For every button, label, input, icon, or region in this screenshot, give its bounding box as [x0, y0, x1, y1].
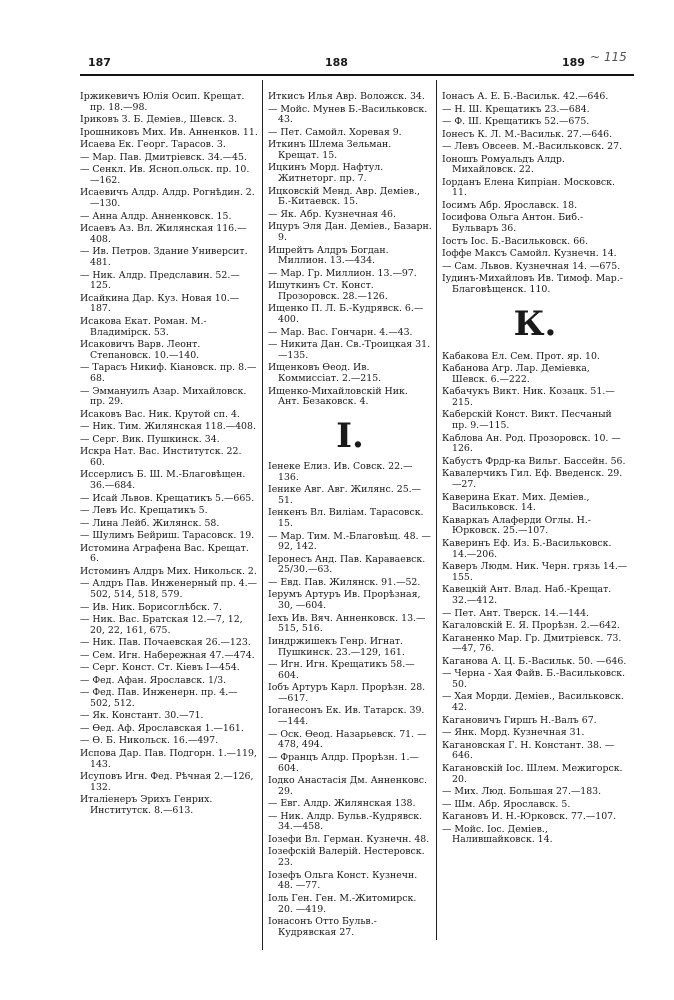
column-right-bottom	[442, 352, 628, 846]
directory-entry: Iудинъ-Михайловъ Ив. Тимоф. Мар.-Благовѣщенск. 110.	[442, 273, 623, 295]
directory-entry: Иссерлисъ Б. Ш. М.-Благовѣщен. 36.—684.	[80, 469, 246, 492]
directory-entry: Истоминъ Алдръ Мих. Никольск. 2.	[80, 565, 257, 577]
directory-entry: — Ник. Вас. Братская 12.—7, 12, 20, 22, 161, 675.	[80, 614, 243, 636]
directory-entry: — Анна Алдр. Анненковск. 15.	[80, 210, 232, 222]
directory-entry: Iоношъ Ромуальдъ Алдр. Михайловск. 22.	[442, 153, 565, 176]
directory-entry: Каганова А. Ц. Б.-Васильк. 50. —646.	[442, 655, 627, 667]
directory-entry: Кавецкiй Ант. Влад. Наб.-Крещат. 32.—412.	[442, 584, 612, 607]
directory-entry: Ицуръ Эля Дан. Демiев., Базарн. 9.	[268, 221, 432, 244]
directory-entry: — Левъ Ис. Крещатикъ 5.	[80, 505, 208, 517]
directory-entry: Iосифова Ольга Антон. Биб.-Бульваръ 36.	[442, 212, 584, 235]
directory-entry: — Левъ Овсеев. М.-Васильковск. 27.	[442, 141, 623, 152]
directory-entry: — Серг. Конст. Ст. Кiевъ I—454.	[80, 662, 240, 674]
column-right-top	[442, 92, 628, 296]
directory-entry: Iоганесонъ Ек. Ив. Татарск. 39. —144.	[268, 705, 425, 728]
directory-entry: Испова Дар. Пав. Подгорн. 1.—119, 143.	[80, 747, 257, 770]
directory-entry: Исаевъ Аз. Вл. Жилянская 116.—408.	[80, 223, 247, 245]
directory-entry: Каганенко Мар. Гр. Дмитрiевск. 73.—47, 76.	[442, 632, 622, 655]
directory-entry: — Оск. Ѳеод. Назарьевск. 71. —478, 494.	[268, 728, 427, 751]
directory-entry: Каверъ Людм. Ник. Черн. грязь 14.—155.	[442, 561, 628, 583]
header-rule	[80, 74, 634, 76]
directory-entry: Iобъ Артуръ Карл. Прорѣзн. 28. —617.	[268, 682, 426, 704]
directory-entry: Исаковъ Вас. Ник. Крутой сп. 4.	[80, 408, 240, 420]
directory-entry: Исайкина Дар. Куз. Новая 10.—187.	[80, 292, 240, 315]
directory-entry: Iонесъ К. Л. М.-Васильк. 27.—646.	[442, 128, 613, 140]
directory-entry: Кагановская Г. Н. Констант. 38. —646.	[442, 739, 615, 762]
directory-entry: Iодко Анастасiя Дм. Анненковс. 29.	[268, 775, 427, 797]
directory-entry: — Францъ Алдр. Прорѣзн. 1.—604.	[268, 751, 419, 774]
directory-entry: — Ф. Ш. Крещатикъ 52.—675.	[442, 116, 590, 127]
directory-entry: Кагановичъ Гиршъ Н.-Валъ 67.	[442, 714, 597, 726]
directory-entry: — Ник. Пав. Почаевская 26.—123.	[80, 637, 251, 649]
directory-entry: Ицковскiй Менд. Авр. Демiев., Б.-Китаевск. 15.	[268, 185, 421, 208]
directory-entry: Каберскiй Конст. Викт. Песчаный пр. 9.—115.	[442, 409, 612, 432]
directory-entry: — Черна - Хая Файв. Б.-Васильковск. 50.	[442, 668, 626, 690]
directory-entry: — Сам. Львов. Кузнечная 14. —675.	[442, 260, 621, 272]
directory-entry: — Никита Дан. Св.-Троицкая 31.—135.	[268, 339, 431, 361]
directory-entry: Iоффе Максъ Самойл. Кузнечн. 14.	[442, 248, 617, 260]
directory-entry: Кабустъ Фрдр-ка Вильг. Бассейн. 56.	[442, 455, 626, 467]
directory-entry: — Мар. Вас. Гончарн. 4.—43.	[268, 326, 413, 338]
directory-entry: Кагаловскiй Е. Я. Прорѣзн. 2.—642.	[442, 620, 620, 632]
directory-entry: Исаевичъ Алдр. Алдр. Рогнѣдин. 2.—130.	[80, 187, 255, 210]
directory-entry: — Хая Морди. Демiев., Васильковск. 42.	[442, 691, 624, 714]
page-number-center: 188	[325, 56, 348, 69]
directory-entry: Iорданъ Елена Кипрiан. Московск. 11.	[442, 176, 615, 199]
directory-entry: — Лина Лейб. Жилянск. 58.	[80, 517, 220, 529]
directory-entry: — Ѳед. Аф. Ярославская 1.—161.	[80, 722, 244, 734]
directory-entry: — Мар. Гр. Миллион. 13.—97.	[268, 267, 417, 279]
directory-entry: — Эммануилъ Азар. Михайловск. пр. 29.	[80, 385, 247, 408]
directory-entry: — Янк. Морд. Кузнечная 31.	[442, 727, 585, 739]
directory-entry: Iриковъ З. Б. Демiев., Шевск. 3.	[80, 114, 238, 126]
directory-entry: Iехъ Ив. Вяч. Анненковск. 13.—515, 516.	[268, 612, 426, 635]
column-middle	[268, 92, 432, 940]
directory-entry: Исаковичъ Варв. Леонт. Степановск. 10.—140.	[80, 339, 201, 361]
directory-entry: — Евг. Алдр. Жилянская 138.	[268, 798, 416, 810]
directory-entry: — Ив. Ник. Борисоглѣбск. 7.	[80, 601, 222, 613]
directory-entry: Iенике Авг. Авг. Жилянс. 25.—51.	[268, 484, 422, 506]
directory-entry: Кабакова Ел. Сем. Прот. яр. 10.	[442, 350, 600, 362]
directory-entry: — Мих. Люд. Большая 27.—183.	[442, 786, 602, 798]
directory-entry: Исакова Екат. Роман. М.-Владимiрск. 53.	[80, 315, 207, 338]
section-heading-i: I.	[336, 415, 364, 456]
directory-entry: Каблова Ан. Род. Прозоровск. 10. —126.	[442, 432, 621, 455]
directory-entry: Кавалерчикъ Гил. Еф. Введенск. 29.—27.	[442, 468, 623, 491]
directory-entry: Iозефъ Ольга Конст. Кузнечн. 48. —77.	[268, 869, 418, 892]
directory-entry: — Ник. Алдр. Предславин. 52.—125.	[80, 269, 240, 292]
directory-entry: — Евд. Пав. Жилянск. 91.—52.	[268, 576, 421, 588]
directory-entry: Iрошниковъ Мих. Ив. Анненков. 11.	[80, 126, 258, 138]
directory-entry: — Алдръ Пав. Инженерный пр. 4.—502, 514, 518, 579.	[80, 578, 257, 601]
directory-entry: — Як. Констант. 30.—71.	[80, 710, 204, 722]
directory-entry: — Мар. Тим. М.-Благовѣщ. 48. —92, 142.	[268, 530, 431, 553]
directory-entry: — Н. Ш. Крещатикъ 23.—684.	[442, 103, 590, 115]
directory-entry: Исаева Ек. Георг. Тарасов. 3.	[80, 139, 226, 151]
directory-entry: Искра Нат. Вас. Институтск. 22. 60.	[80, 446, 242, 468]
page-number-right: 189	[562, 56, 585, 69]
directory-entry: Иткисъ Илья Авр. Воложск. 34.	[268, 91, 425, 102]
directory-entry: Ищенко-Михайловскiй Ник. Ант. Безаковск. 4.	[268, 385, 408, 408]
directory-entry: — Ник. Алдр. Бульв.-Кудрявск. 34.—458.	[268, 810, 423, 833]
directory-entry: Истомина Аграфена Вас. Крещат. 6.	[80, 542, 249, 565]
directory-entry: Iозефскiй Валерiй. Нестеровск. 23.	[268, 846, 425, 869]
directory-entry: — Пет. Самойл. Хоревая 9.	[268, 126, 402, 138]
directory-entry: — Мойс. Iос. Демiев., Налившайковск. 14.	[442, 823, 553, 846]
directory-entry: Кабачукъ Викт. Ник. Козацк. 51.—215.	[442, 386, 615, 408]
handwritten-mark: ~ 115	[590, 50, 627, 64]
directory-entry: — Фед. Афан. Ярославск. 1/3.	[80, 674, 227, 686]
directory-entry: Кабанова Агр. Лар. Демiевка, Шевск. 6.—222.	[442, 363, 590, 385]
directory-entry: — Фед. Пав. Инженерн. пр. 4.—502, 512.	[80, 687, 238, 709]
column-middle-bottom	[268, 462, 432, 939]
directory-entry: Каверинъ Еф. Из. Б.-Васильковск. 14.—206.	[442, 537, 612, 560]
directory-entry: — Мар. Пав. Дмитрiевск. 34.—45.	[80, 151, 247, 163]
directory-entry: Каверина Екат. Мих. Демiев., Васильковск. 14.	[442, 491, 590, 514]
directory-entry: — Ник. Тим. Жилянская 118.—408.	[80, 421, 256, 433]
directory-entry: Iостъ Iос. Б.-Васильковск. 66.	[442, 235, 589, 247]
directory-entry: Ищенко П. Л. Б.-Кудрявск. 6.—400.	[268, 303, 424, 326]
directory-entry: Ицкинъ Морд. Нафтул. Житнеторг. пр. 7.	[268, 162, 384, 185]
directory-entry: Iенкенъ Вл. Вилiам. Тарасовск. 15.	[268, 507, 424, 530]
directory-entry: — Мойс. Мунев Б.-Васильковск. 43.	[268, 103, 428, 126]
directory-entry: — Сенкл. Ив. Ясноп.ольск. пр. 10.—162.	[80, 164, 250, 186]
column-left	[80, 92, 258, 819]
directory-entry: Кагановскiй Iос. Шлем. Межигорск. 20.	[442, 762, 623, 785]
directory-entry: — Ѳ. Б. Никольск. 16.—497.	[80, 735, 219, 747]
directory-entry: — Як. Абр. Кузнечная 46.	[268, 208, 396, 220]
column-divider-1	[262, 80, 263, 950]
directory-entry: — Шулимъ Бейриш. Тарасовск. 19.	[80, 530, 255, 542]
directory-entry: Iосимъ Абр. Ярославск. 18.	[442, 199, 578, 211]
directory-entry: Iонасонъ Отто Бульв.-Кудрявская 27.	[268, 916, 377, 938]
directory-entry: Iиндржишекъ Генр. Игнат. Пушкинск. 23.—129, 161.	[268, 635, 405, 658]
page-number-left: 187	[88, 56, 111, 69]
column-divider-2	[436, 80, 437, 940]
directory-entry: — Пет. Ант. Тверск. 14.—144.	[442, 607, 590, 619]
directory-entry: Iржикевичъ Юлiя Осип. Крещат. пр. 18.—98.	[80, 91, 245, 113]
directory-entry: Ишуткинъ Ст. Конст. Прозоровск. 28.—126.	[268, 280, 388, 302]
directory-entry: Iозефи Вл. Герман. Кузнечн. 48.	[268, 833, 430, 845]
section-heading-k: К.	[513, 303, 557, 344]
directory-entry: Iенеке Елиз. Ив. Совск. 22.—136.	[268, 460, 413, 483]
directory-entry: — Шм. Абр. Ярославск. 5.	[442, 798, 571, 810]
directory-entry: Италiенеръ Эрихъ Генрих. Институтск. 8.—613.	[80, 794, 213, 817]
directory-entry: Кагановъ И. Н.-Юрковск. 77.—107.	[442, 811, 617, 823]
directory-entry: Iерумъ Артуръ Ив. Прорѣзная, 30, —604.	[268, 589, 421, 612]
directory-entry: Ищенковъ Ѳеод. Ив. Коммиссiат. 2.—215.	[268, 362, 382, 385]
column-middle-top	[268, 92, 432, 408]
directory-entry: Исуповъ Игн. Фед. Рѣчная 2.—126, 132.	[80, 771, 254, 793]
directory-entry: Iонасъ А. Е. Б.-Васильк. 42.—646.	[442, 91, 609, 102]
directory-entry: — Сем. Игн. Набережная 47.—474.	[80, 649, 255, 661]
directory-entry: Iеронесъ Анд. Пав. Караваевск. 25/30.—63.	[268, 553, 426, 576]
column-right	[442, 92, 628, 848]
directory-entry: — Тарасъ Никиф. Кiановск. пр. 8.—68.	[80, 362, 257, 385]
directory-entry: — Игн. Игн. Крещатикъ 58.—604.	[268, 659, 415, 681]
directory-entry: — Исай Львов. Крещатикъ 5.—665.	[80, 492, 255, 504]
directory-entry: — Ив. Петров. Здание Университ. 481.	[80, 246, 248, 269]
directory-entry: — Серг. Вик. Пушкинск. 34.	[80, 433, 220, 445]
directory-entry: Iоль Ген. Ген. М.-Житомирск. 20. —419.	[268, 892, 417, 915]
directory-entry: Каваркаъ Алаферди Оглы. Н.-Юрковск. 25.—107.	[442, 514, 591, 537]
directory-entry: Ишрейтъ Алдръ Богдан. Миллион. 13.—434.	[268, 244, 389, 267]
directory-entry: Иткинъ Шлема Зельман. Крещат. 15.	[268, 139, 392, 161]
